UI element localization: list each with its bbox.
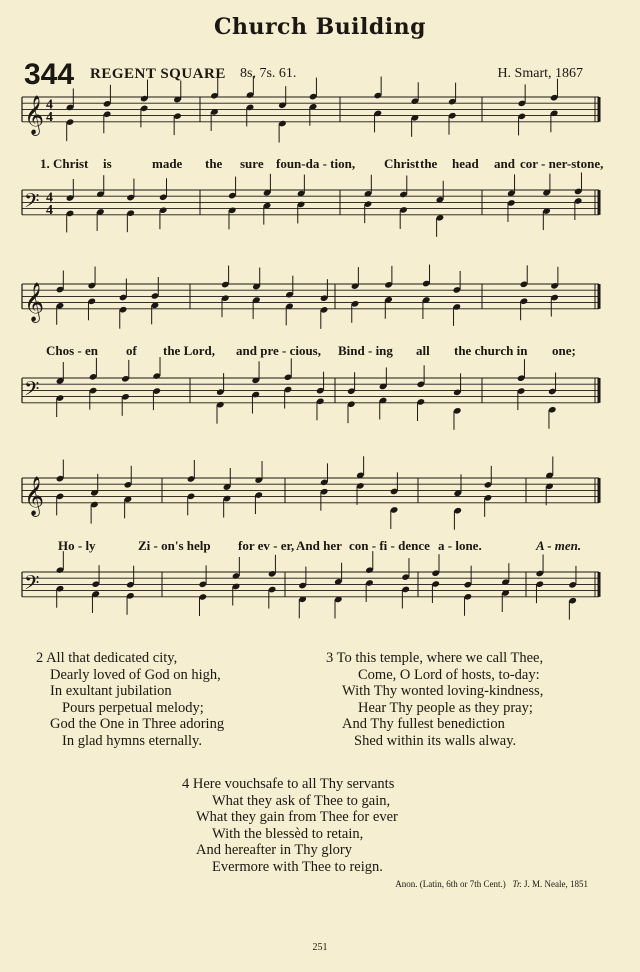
verse-line: What they ask of Thee to gain, bbox=[212, 792, 391, 809]
verse-line: 3 To this temple, where we call Thee, bbox=[326, 650, 544, 666]
verse-line: With Thy wonted loving-kindness, bbox=[342, 683, 544, 699]
lyric-syllable: a - lone. bbox=[438, 538, 482, 553]
lyric-syllable: 1. Christ bbox=[40, 156, 89, 171]
lyric-syllable: and bbox=[494, 156, 515, 171]
lyric-syllable: Bind - ing bbox=[338, 343, 393, 358]
lyric-syllable: Chos - en bbox=[46, 343, 99, 358]
lyrics-line-2 bbox=[0, 343, 640, 361]
verse-line: Shed within its walls alway. bbox=[354, 732, 517, 749]
bass-clef: 𝄢 bbox=[24, 376, 40, 405]
source-credit: Anon. (Latin, 6th or 7th Cent.) bbox=[395, 879, 506, 889]
bass-clef: 𝄢 bbox=[24, 188, 40, 217]
section-title: Church Building bbox=[213, 14, 427, 40]
lyric-syllable: head bbox=[452, 156, 479, 171]
verse-3 bbox=[326, 650, 543, 749]
verse-line: In exultant jubilation bbox=[50, 683, 172, 699]
verse-line: Dearly loved of God on high, bbox=[50, 666, 221, 683]
lyrics-line-3 bbox=[0, 538, 640, 556]
translator-prefix: Tr. bbox=[512, 879, 522, 889]
bass-clef: 𝄢 bbox=[24, 570, 40, 599]
verse-line: Come, O Lord of hosts, to-day: bbox=[358, 666, 540, 683]
treble-clef: 𝄞 bbox=[24, 281, 45, 322]
lyric-syllable: of bbox=[126, 343, 137, 358]
lyric-syllable: the church in bbox=[454, 343, 528, 358]
verse-line: Hear Thy people as they pray; bbox=[358, 699, 533, 716]
lyric-syllable: all bbox=[416, 343, 430, 358]
lyric-syllable: is bbox=[103, 156, 112, 171]
lyric-syllable: and pre - cious, bbox=[236, 343, 321, 358]
time-signature-bottom: 4 bbox=[46, 109, 53, 125]
lyric-syllable: Zi - on's help bbox=[138, 538, 211, 553]
hymn-number: 344 bbox=[24, 58, 75, 91]
lyric-syllable: the bbox=[420, 156, 438, 171]
verse-line: Pours perpetual melody; bbox=[62, 699, 204, 716]
verse-line: What they gain from Thee for ever bbox=[196, 809, 398, 825]
verse-line: Evermore with Thee to reign. bbox=[212, 858, 383, 875]
meter: 8s, 7s. 61. bbox=[240, 66, 297, 81]
treble-clef: 𝄞 bbox=[24, 94, 45, 135]
verse-2 bbox=[36, 650, 224, 749]
time-signature-top: 4 bbox=[46, 190, 53, 206]
lyric-syllable: cor - ner-stone, bbox=[520, 156, 604, 171]
lyric-syllable: sure bbox=[240, 156, 264, 171]
verse-line: 2 All that dedicated city, bbox=[36, 650, 178, 666]
lyric-syllable: A - men. bbox=[536, 538, 582, 553]
time-signature-top: 4 bbox=[46, 97, 53, 113]
lyric-syllable: the Lord, bbox=[163, 343, 215, 358]
lyric-syllable: con - fi - dence bbox=[349, 538, 430, 553]
verse-line: In glad hymns eternally. bbox=[62, 732, 202, 749]
verse-line: And Thy fullest benediction bbox=[342, 716, 505, 732]
attribution bbox=[395, 879, 588, 889]
verse-4 bbox=[182, 776, 398, 875]
lyric-syllable: Christ bbox=[384, 156, 420, 171]
time-signature-bottom: 4 bbox=[46, 202, 53, 218]
verse-line: 4 Here vouchsafe to all Thy servants bbox=[182, 776, 395, 792]
verse-line: And hereafter in Thy glory bbox=[196, 842, 352, 858]
lyric-syllable: Ho - ly bbox=[58, 538, 96, 553]
lyric-syllable: one; bbox=[552, 343, 576, 358]
verse-line: God the One in Three adoring bbox=[50, 716, 225, 732]
composer: H. Smart, 1867 bbox=[497, 66, 583, 81]
lyric-syllable: And her bbox=[296, 538, 342, 553]
verse-line: With the blessèd to retain, bbox=[212, 825, 364, 842]
treble-clef: 𝄞 bbox=[24, 475, 45, 516]
page-number: 251 bbox=[312, 942, 328, 953]
lyric-syllable: made bbox=[152, 156, 183, 171]
lyric-syllable: foun-da - tion, bbox=[276, 156, 356, 171]
translator-credit: J. M. Neale, 1851 bbox=[524, 879, 588, 889]
tune-name: REGENT SQUARE bbox=[90, 66, 226, 82]
lyric-syllable: the bbox=[205, 156, 223, 171]
lyric-syllable: for ev - er, bbox=[238, 538, 295, 553]
lyrics-line-1 bbox=[0, 156, 640, 174]
